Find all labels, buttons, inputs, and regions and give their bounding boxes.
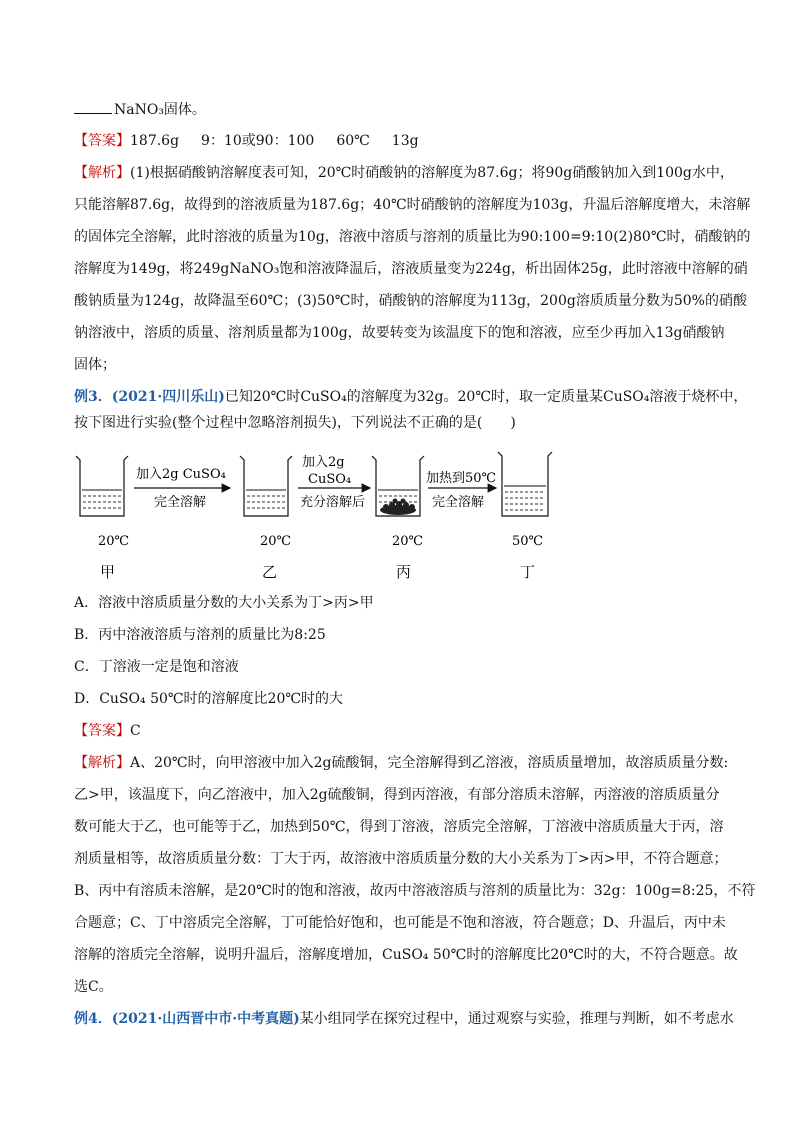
example-source: (2021·山西晋中市·中考真题): [111, 1011, 300, 1027]
arrow-2-bottom-label: 充分溶解后: [300, 495, 366, 510]
beaker-name: 乙: [262, 563, 278, 581]
explanation-2-line: 溶解的溶质完全溶解，说明升温后，溶解度增加，CuSO₄ 50℃时的溶解度比20℃时的大，不符合题意。故: [74, 947, 738, 963]
explanation-1-line: 溶解度为149g，将249gNaNO₃饱和溶液降温后，溶液质量变为224g，析出固体25g，此时溶液中溶解的硝: [74, 261, 748, 277]
arrow-2: [298, 454, 370, 510]
explanation-2-line: 数可能大于乙，也可能等于乙，加热到50℃，得到丁溶液，溶质完全溶解，丁溶液中溶质质量大于丙，溶: [74, 819, 724, 835]
arrow-2-top-label-1: 加入2g: [302, 455, 345, 470]
beaker-name: 甲: [100, 563, 116, 581]
answer-label: 【答案】: [74, 723, 130, 739]
beaker-ding: [498, 452, 552, 516]
beaker-name: 丙: [396, 563, 412, 581]
answer-line-2: [74, 721, 141, 741]
explanation-2-line: 选C。: [74, 979, 113, 995]
temp-label: 20℃: [98, 534, 130, 549]
explanation-1-line: 的固体完全溶解，此时溶液的质量为10g，溶液中溶质与溶剂的质量比为90:100=9:10(2)80℃时，硝酸钠的: [74, 229, 751, 245]
example-source: (2021·四川乐山): [111, 389, 225, 405]
example-4-title: [74, 1009, 734, 1029]
explanation-2-line: 合题意；C、丁中溶质完全溶解，丁可能恰好饱和，也可能是不饱和溶液，符合题意；D、升温后，丙中未: [74, 915, 726, 931]
beaker-jia: [76, 456, 128, 516]
answer-item: 60℃: [336, 133, 370, 149]
explanation-2-line: [74, 753, 728, 773]
option-b: B．丙中溶液溶质与溶剂的质量比为8:25: [74, 627, 326, 643]
example-label: 例4．: [74, 1011, 112, 1027]
arrow-3: [426, 470, 496, 510]
temp-label: 50℃: [512, 534, 544, 549]
option-d: D．CuSO₄ 50℃时的溶解度比20℃时的大: [74, 691, 344, 707]
example-question: 某小组同学在探究过程中，通过观察与实验，推理与判断，如不考虑水: [299, 1011, 734, 1027]
undissolved-crystals: [380, 499, 416, 516]
answer-label: 【答案】: [74, 133, 130, 149]
answer-item: 13g: [391, 133, 419, 149]
line-text: NaNO₃固体。: [114, 102, 206, 118]
explanation-1-line: 只能溶解87.6g，故得到的溶液质量为187.6g；40℃时硝酸钠的溶解度为103g，升温后溶解度增大，未溶解: [74, 197, 751, 213]
explanation-1-line: 固体；: [74, 357, 116, 373]
temp-label: 20℃: [260, 534, 292, 549]
explanation-label: 【解析】: [74, 755, 130, 771]
explanation-1-line: [74, 163, 734, 183]
beaker-bing: [372, 456, 424, 516]
explanation-1-line: 钠溶液中，溶质的质量、溶剂质量都为100g，故要转变为该温度下的饱和溶液，应至少再加入13g硝酸钠: [74, 325, 725, 341]
explanation-1-line: 酸钠质量为124g，故降温至60℃；(3)50℃时，硝酸钠的溶解度为113g，200g溶质质量分数为50%的硝酸: [74, 293, 747, 309]
example-question: 已知20℃时CuSO₄的溶解度为32g。20℃时，取一定质量某CuSO₄溶液于烧杯中，: [224, 389, 748, 405]
arrow-1-top-label: 加入2g CuSO₄: [136, 467, 226, 482]
explanation-label: 【解析】: [74, 165, 130, 181]
explanation-text: A、20℃时，向甲溶液中加入2g硫酸铜，完全溶解得到乙溶液，溶质质量增加，故溶质质量分数:: [130, 755, 729, 771]
answer-line-1: [74, 131, 441, 151]
option-a: A．溶液中溶质质量分数的大小关系为丁>丙>甲: [74, 595, 374, 611]
explanation-2-line: B、丙中有溶质未溶解，是20℃时的饱和溶液，故丙中溶液溶质与溶剂的质量比为：32g：100g=8:25，不符: [74, 883, 756, 899]
beaker-yi: [240, 456, 292, 516]
arrow-2-top-label-2: CuSO₄: [308, 472, 352, 487]
arrow-1: [134, 466, 230, 510]
beaker-name: 丁: [520, 563, 536, 581]
answer-item: 9：10或90：100: [201, 133, 315, 149]
example-3-title: [74, 387, 747, 407]
experiment-diagram: [70, 446, 560, 586]
answer-item: 187.6g: [130, 133, 180, 149]
option-c: C．丁溶液一定是饱和溶液: [74, 659, 239, 675]
arrow-3-top-label: 加热到50℃: [426, 471, 497, 486]
explanation-2-line: 乙>甲，该温度下，向乙溶液中，加入2g硫酸铜，得到丙溶液，有部分溶质未溶解，丙溶液的溶质质量分: [74, 787, 720, 803]
arrow-3-bottom-label: 完全溶解: [432, 495, 485, 510]
answer-value: C: [130, 723, 141, 739]
example-3-question: 按下图进行实验(整个过程中忽略溶剂损失)，下列说法不正确的是( ): [74, 415, 516, 431]
temp-label: 20℃: [392, 534, 424, 549]
line-nano3: [74, 99, 206, 120]
explanation-text: (1)根据硝酸钠溶解度表可知，20℃时硝酸钠的溶解度为87.6g；将90g硝酸钠加入到100g水中，: [130, 165, 734, 181]
answer-blank: [74, 99, 112, 114]
explanation-2-line: 剂质量相等，故溶质质量分数：丁大于丙，故溶液中溶质质量分数的大小关系为丁>丙>甲，不符合题意；: [74, 851, 728, 867]
example-label: 例3．: [74, 389, 112, 405]
arrow-1-bottom-label: 完全溶解: [154, 495, 207, 510]
